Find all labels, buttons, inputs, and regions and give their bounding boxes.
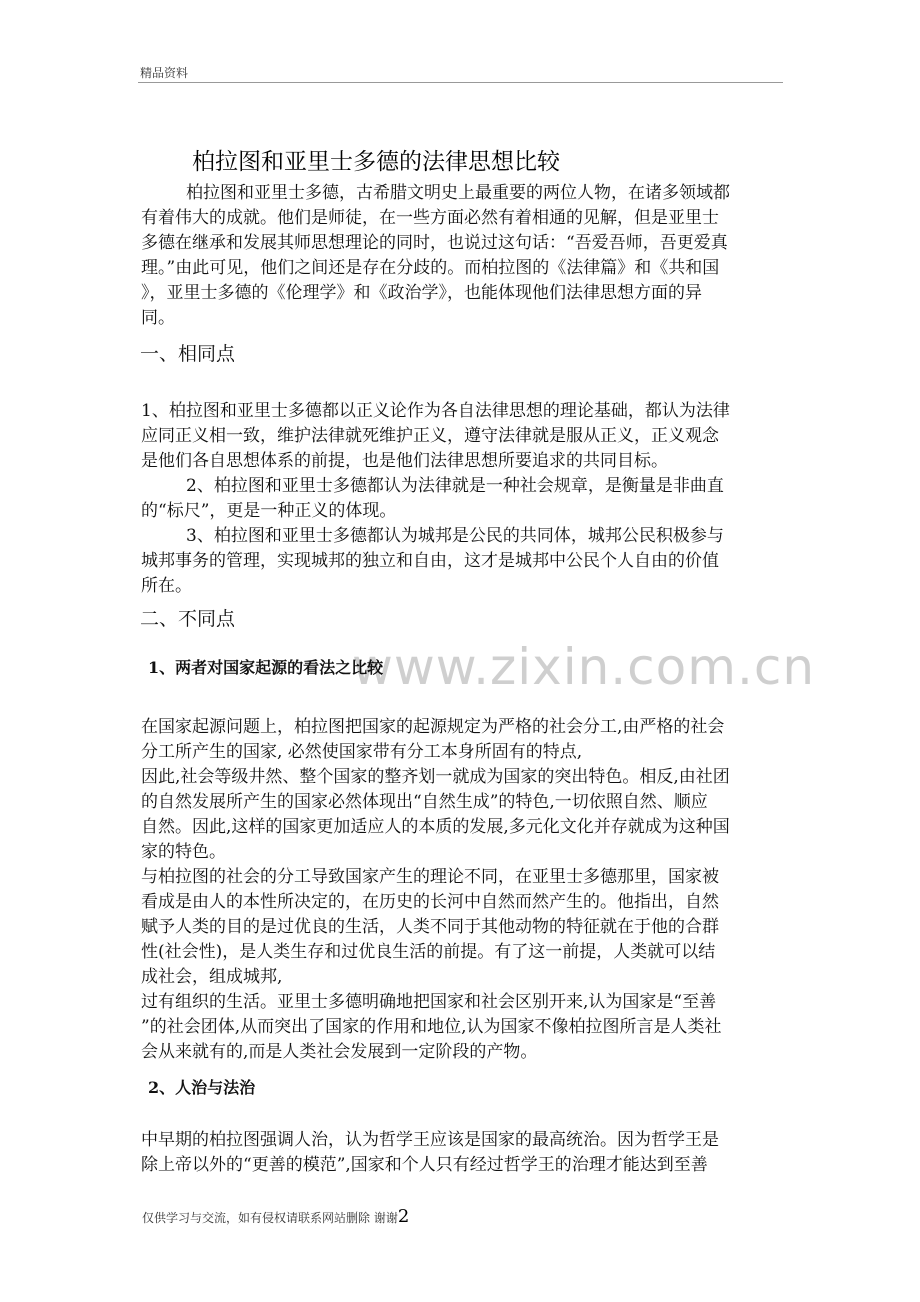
text-line: 应同正义相一致，维护法律就死维护正义，遵守法律就是服从正义，正义观念 xyxy=(141,426,719,446)
text-line: 成社会，组成城邦, xyxy=(141,967,283,987)
subsection1-paragraph-2 xyxy=(141,765,783,865)
watermark: www.zixin.com.cn xyxy=(352,638,816,696)
document-title: 柏拉图和亚里士多德的法律思想比较 xyxy=(192,149,560,175)
text-line: 过有组织的生活。亚里士多德明确地把国家和社会区别开来,认为国家是“至善 xyxy=(141,992,717,1012)
subsection1-paragraph-4 xyxy=(141,990,783,1065)
text-line: 有着伟大的成就。他们是师徒，在一些方面必然有着相通的见解，但是亚里士 xyxy=(141,208,719,228)
section-heading: 一、相同点 xyxy=(140,343,236,365)
text-line: 3、柏拉图和亚里士多德都认为城邦是公民的共同体，城邦公民积极参与 xyxy=(186,526,724,546)
page-number: 2 xyxy=(397,1206,410,1227)
section1-paragraph-3 xyxy=(141,524,783,599)
text-line: 会从来就有的,而是人类社会发展到一定阶段的产物。 xyxy=(141,1042,538,1062)
text-line: 中早期的柏拉图强调人治，认为哲学王应该是国家的最高统治。因为哲学王是 xyxy=(141,1130,719,1150)
section-heading: 二、不同点 xyxy=(140,608,236,630)
text-line: 理。”由此可见，他们之间还是存在分歧的。而柏拉图的《法律篇》和《共和国 xyxy=(141,258,720,278)
text-line: 看成是由人的本性所决定的，在历史的长河中自然而然产生的。他指出，自然 xyxy=(141,892,719,912)
section1-paragraph-1 xyxy=(141,399,783,474)
text-line: 的“标尺”，更是一种正义的体现。 xyxy=(141,501,397,521)
subsection-heading: 1、两者对国家起源的看法之比较 xyxy=(148,658,384,677)
header-divider xyxy=(138,82,783,83)
text-line: 城邦事务的管理，实现城邦的独立和自由，这才是城邦中公民个人自由的价值 xyxy=(141,551,719,571)
subsection-heading: 2、人治与法治 xyxy=(148,1078,256,1097)
text-line: 与柏拉图的社会的分工导致国家产生的理论不同，在亚里士多德那里，国家被 xyxy=(141,867,719,887)
text-line: 是他们各自思想体系的前提，也是他们法律思想所要追求的共同目标。 xyxy=(141,451,668,471)
text-line: 性(社会性)，是人类生存和过优良生活的前提。有了这一前提，人类就可以结 xyxy=(141,942,716,962)
text-line: 1、柏拉图和亚里士多德都以正义论作为各自法律思想的理论基础，都认为法律 xyxy=(141,401,730,421)
text-line: 2、柏拉图和亚里士多德都认为法律就是一种社会规章，是衡量是非曲直 xyxy=(186,476,724,496)
text-line: 因此,社会等级井然、整个国家的整齐划一就成为国家的突出特色。相反,由社团 xyxy=(141,767,730,787)
text-line: 自然。因此,这样的国家更加适应人的本质的发展,多元化文化并存就成为这种国 xyxy=(141,817,730,837)
text-line: 所在。 xyxy=(141,576,192,596)
text-line: 分工所产生的国家, 必然使国家带有分工本身所固有的特点, xyxy=(141,742,583,762)
subsection1-paragraph-3 xyxy=(141,865,783,990)
page-header: 精品资料 xyxy=(140,66,189,80)
footer-text: 仅供学习与交流，如有侵权请联系网站删除 谢谢 xyxy=(142,1211,398,1225)
subsection1-paragraph-1 xyxy=(141,715,783,765)
text-line: 的自然发展所产生的国家必然体现出“自然生成”的特色,一切依照自然、顺应 xyxy=(141,792,708,812)
page-footer xyxy=(142,1206,409,1227)
intro-paragraph xyxy=(141,181,783,331)
text-line: 》，亚里士多德的《伦理学》和《政治学》，也能体现他们法律思想方面的异 xyxy=(141,283,702,303)
text-line: 家的特色。 xyxy=(141,842,226,862)
subsection2-paragraph-1 xyxy=(141,1128,783,1178)
text-line: 柏拉图和亚里士多德，古希腊文明史上最重要的两位人物，在诸多领域都 xyxy=(186,183,730,203)
text-line: 赋予人类的目的是过优良的生活，人类不同于其他动物的特征就在于他的合群 xyxy=(141,917,719,937)
section1-paragraph-2 xyxy=(141,474,783,524)
text-line: 除上帝以外的“更善的模范”,国家和个人只有经过哲学王的治理才能达到至善 xyxy=(141,1155,708,1175)
text-line: 同。 xyxy=(141,308,175,328)
text-line: 在国家起源问题上，柏拉图把国家的起源规定为严格的社会分工,由严格的社会 xyxy=(141,717,725,737)
text-line: ”的社会团体,从而突出了国家的作用和地位,认为国家不像柏拉图所言是人类社 xyxy=(141,1017,722,1037)
text-line: 多德在继承和发展其师思想理论的同时，也说过这句话：“吾爱吾师，吾更爱真 xyxy=(141,233,728,253)
